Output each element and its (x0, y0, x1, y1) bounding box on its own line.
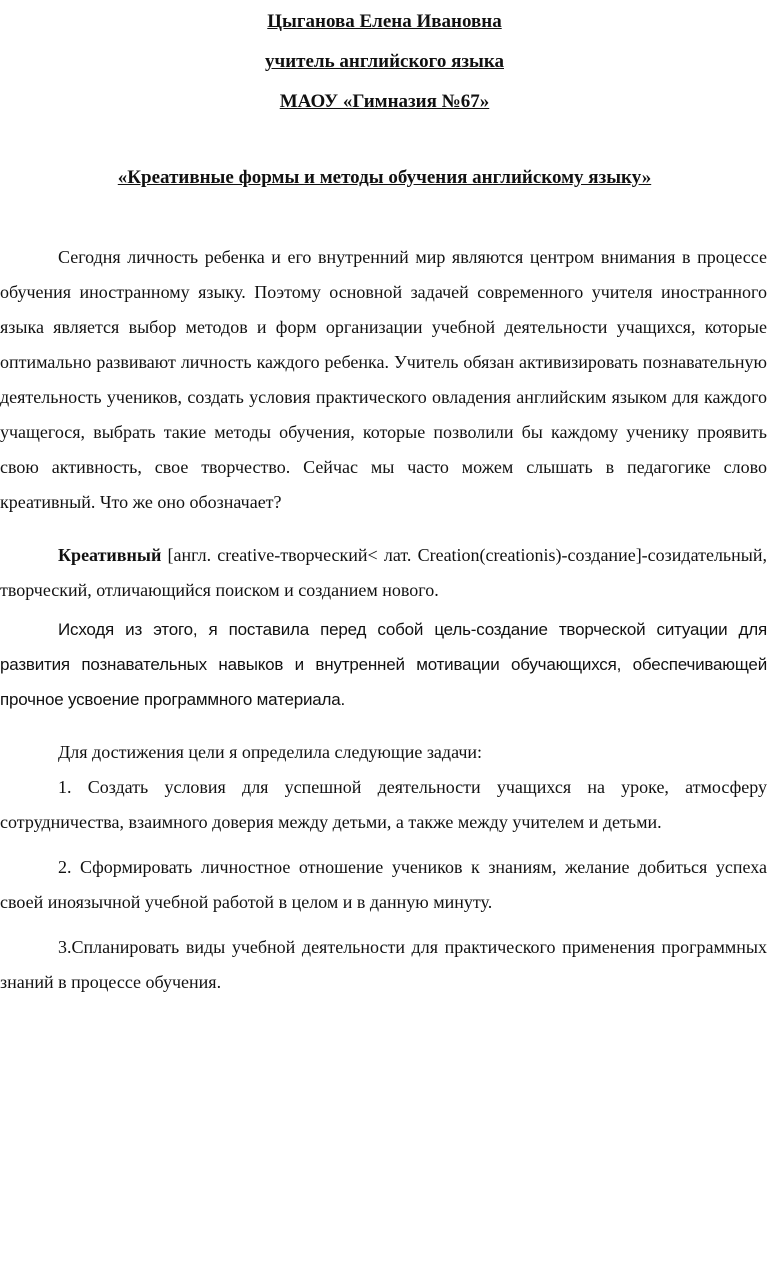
author-name: Цыганова Елена Ивановна (267, 11, 502, 32)
goal-paragraph: Исходя из этого, я поставила перед собой цель-создание творческой ситуации для развития познавательных навыков и внутренней мотивации обучающихся, обеспечивающей прочное усвоение программного материала. (0, 620, 767, 709)
definition-text: [англ. creative-творческий< лат. Creation(creationis)-создание]-созидательный, творческий, отличающийся поиском и созданием нового. (0, 545, 767, 600)
definition-paragraph (0, 538, 769, 608)
task-item-1: 1. Создать условия для успешной деятельности учащихся на уроке, атмосферу сотрудничества, взаимного доверия между детьми, а также между учителем и детьми. (0, 777, 767, 832)
tasks-intro: Для достижения цели я определила следующие задачи: (58, 742, 483, 762)
definition-term: Креативный (58, 545, 162, 565)
intro-paragraph: Сегодня личность ребенка и его внутренний мир являются центром внимания в процессе обучения иностранному языку. Поэтому основной задачей современного учителя иностранного языка является выбор методов и форм организации учебной деятельности учащихся, которые оптимально развивают личность каждого ребенка. Учитель обязан активизировать познавательную деятельность учеников, создать условия практического овладения английским языком для каждого учащегося, выбрать такие методы обучения, которые позволили бы каждому ученику проявить свою активность, свое творчество. Сейчас мы часто можем слышать в педагогике слово креативный. Что же оно обозначает? (0, 247, 767, 512)
task-item-3: 3.Спланировать виды учебной деятельности для практического применения программных знаний в процессе обучения. (0, 937, 767, 992)
task-item-2: 2. Сформировать личностное отношение учеников к знаниям, желание добиться успеха своей иноязычной учебной работой в целом и в данную минуту. (0, 857, 767, 912)
document-title: «Креативные формы и методы обучения английскому языку» (117, 167, 652, 188)
school-name: МАОУ «Гимназия №67» (279, 91, 490, 112)
author-position: учитель английского языка (265, 51, 504, 72)
